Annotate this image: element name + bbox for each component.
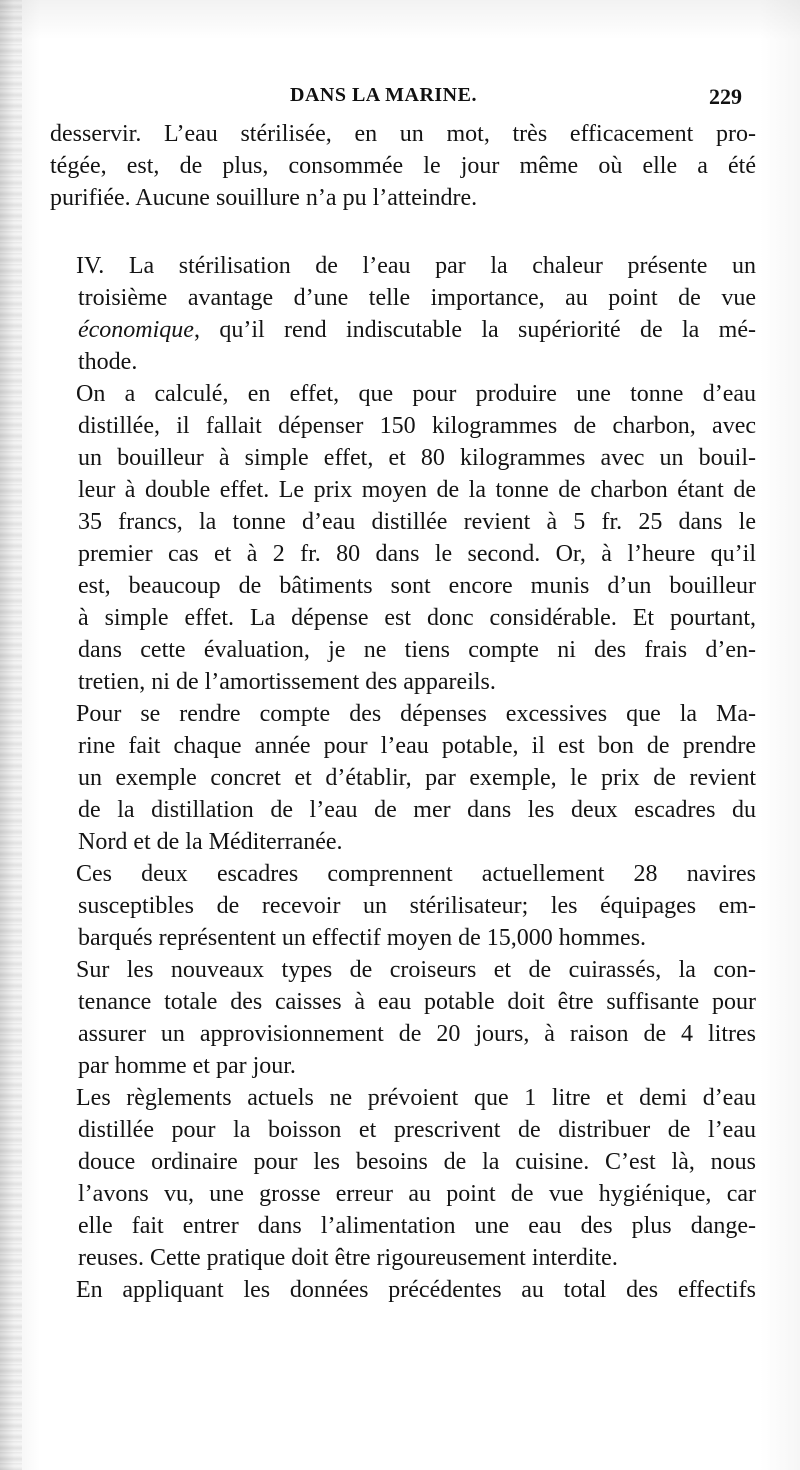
text-line: Ces deux escadres comprennent actuellement 28 navires [76,861,756,887]
paragraph-1 [50,118,756,214]
paragraph-5 [50,858,756,954]
text-line: 35 francs, la tonne d’eau distillée revient à 5 fr. 25 dans le [78,509,756,535]
text-line: à simple effet. La dépense est donc considérable. Et pourtant, [78,605,756,631]
text-line: thode. [78,349,138,375]
text-line: premier cas et à 2 fr. 80 dans le second. Or, à l’heure qu’il [78,541,756,567]
text-line: IV. La stérilisation de l’eau par la chaleur présente un [76,253,756,279]
text-line: elle fait entrer dans l’alimentation une eau des plus dange- [78,1213,756,1239]
text-line: purifiée. Aucune souillure n’a pu l’atteindre. [50,185,478,211]
text-line: Sur les nouveaux types de croiseurs et de cuirassés, la con- [76,957,756,983]
text-line: douce ordinaire pour les besoins de la cuisine. C’est là, nous [78,1149,756,1175]
running-header [52,84,742,114]
text-line: Les règlements actuels ne prévoient que 1 litre et demi d’eau [76,1085,756,1111]
text-line: assurer un approvisionnement de 20 jours, à raison de 4 litres [78,1021,756,1047]
page-number: 229 [709,84,742,109]
text-line: dans cette évaluation, je ne tiens compte ni des frais d’en- [78,637,756,663]
text-line: leur à double effet. Le prix moyen de la tonne de charbon étant de [78,477,756,503]
text-line: tégée, est, de plus, consommée le jour même où elle a été [50,153,756,179]
paragraph-6 [50,954,756,1082]
text-line: On a calculé, en effet, que pour produire une tonne d’eau [76,381,756,407]
text-line: est, beaucoup de bâtiments sont encore munis d’un bouilleur [78,573,756,599]
text-line: barqués représentent un effectif moyen de 15,000 hommes. [78,925,647,951]
text-line: susceptibles de recevoir un stérilisateur; les équipages em- [78,893,756,919]
text-line: distillée pour la boisson et prescrivent de distribuer de l’eau [78,1117,756,1143]
text-line: de la distillation de l’eau de mer dans les deux escadres du [78,797,756,823]
text-line: un bouilleur à simple effet, et 80 kilogrammes avec un bouil- [78,445,756,471]
text-line: tenance totale des caisses à eau potable doit être suffisante pour [78,989,756,1015]
text-line: l’avons vu, une grosse erreur au point de vue hygiénique, car [78,1181,756,1207]
paragraph-4 [50,698,756,858]
paragraph-3 [50,378,756,698]
paragraph-2 [50,250,756,378]
text-line: distillée, il fallait dépenser 150 kilogrammes de charbon, avec [78,413,756,439]
text-line: rine fait chaque année pour l’eau potable, il est bon de prendre [78,733,756,759]
text-line: économique, qu’il rend indiscutable la supériorité de la mé- [78,317,756,343]
running-title: DANS LA MARINE. [290,84,477,106]
text-line: par homme et par jour. [78,1053,296,1079]
text-line: En appliquant les données précédentes au total des effectifs [76,1277,756,1303]
page-gutter-shadow [0,0,22,1470]
body-text [50,118,756,1306]
text-line: tretien, ni de l’amortissement des appareils. [78,669,496,695]
paragraph-7 [50,1082,756,1274]
text-line: Pour se rendre compte des dépenses excessives que la Ma- [76,701,756,727]
text-line: reuses. Cette pratique doit être rigoureusement interdite. [78,1245,618,1271]
text-line: desservir. L’eau stérilisée, en un mot, très efficacement pro- [50,121,756,147]
emphasis-text: économique [78,317,194,343]
text-line: Nord et de la Méditerranée. [78,829,343,855]
paragraph-8 [50,1274,756,1306]
text-line: troisième avantage d’une telle importance, au point de vue [78,285,756,311]
text-line: un exemple concret et d’établir, par exemple, le prix de revient [78,765,756,791]
page-top-shadow [0,0,800,40]
